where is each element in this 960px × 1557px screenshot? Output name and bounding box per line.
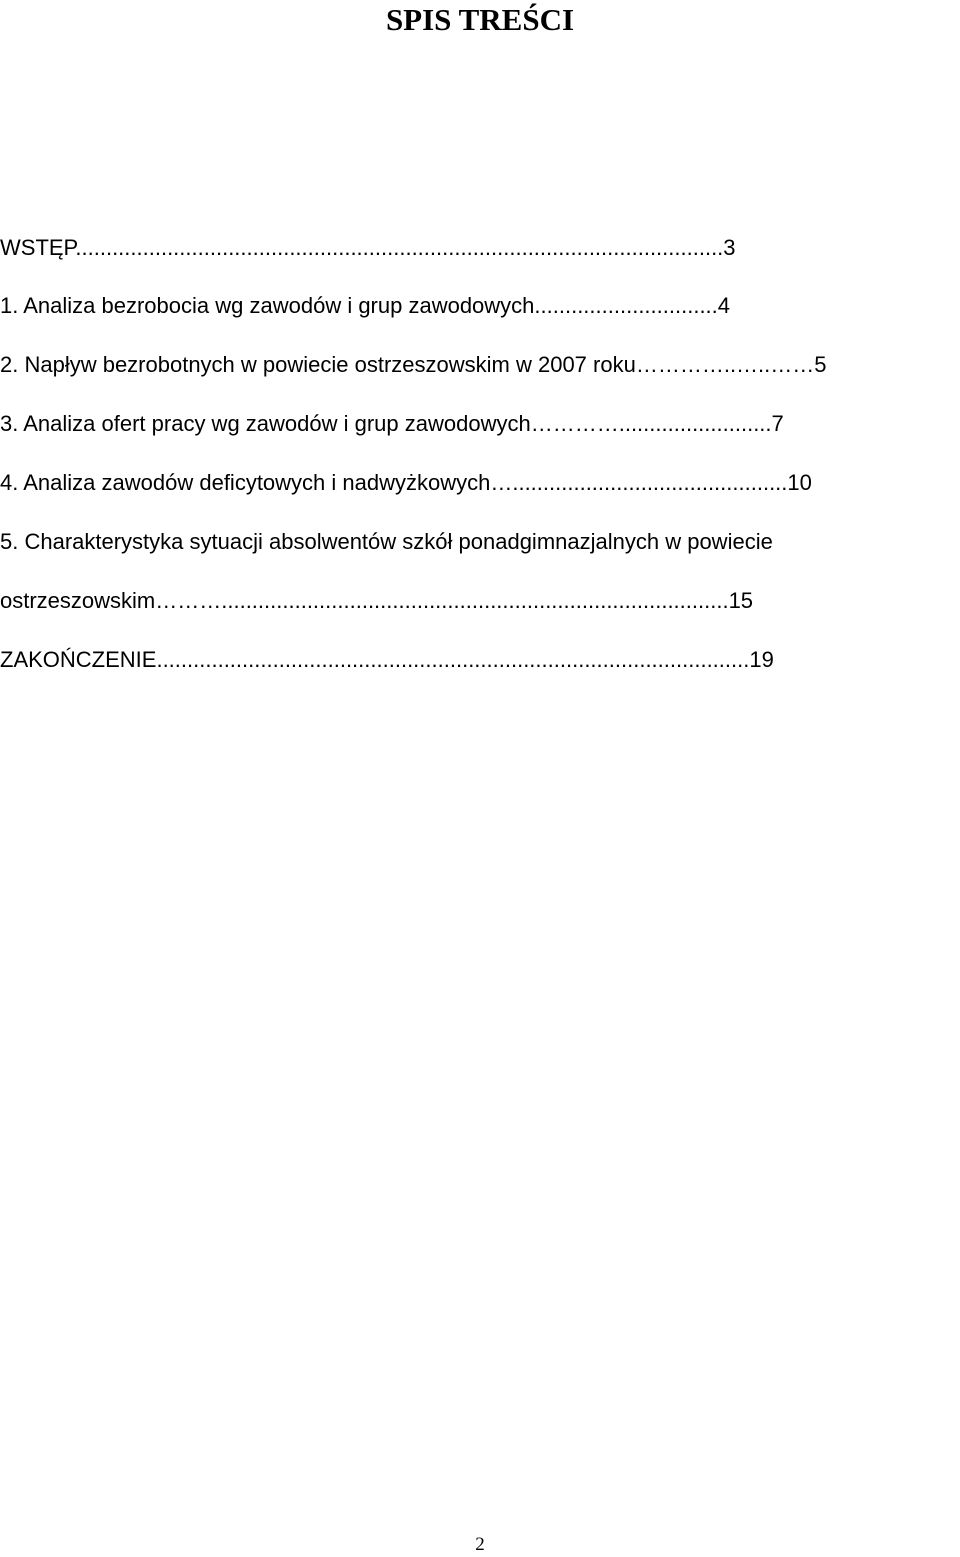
toc-entry-text: ZAKOŃCZENIE.................................................................................................19: [0, 647, 774, 672]
toc-entry-3[interactable]: [0, 406, 784, 442]
toc-entry-5[interactable]: [0, 524, 773, 560]
toc-entry-text: 1. Analiza bezrobocia wg zawodów i grup zawodowych..............................4: [0, 293, 731, 318]
toc-entry-text: ostrzeszowskim………...................................................................................15: [0, 588, 754, 613]
toc-entry-text: 4. Analiza zawodów deficytowych i nadwyżkowych….............................................10: [0, 470, 812, 495]
toc-entry-introduction[interactable]: [0, 230, 736, 266]
toc-entry-text: WSTĘP..........................................................................................................3: [0, 235, 736, 260]
page-title: SPIS TREŚCI: [385, 2, 575, 37]
toc-entry-4[interactable]: [0, 465, 812, 501]
toc-entry-text: 2. Napływ bezrobotnych w powiecie ostrzeszowskim w 2007 roku…………..…..……5: [0, 352, 827, 377]
toc-entry-text: 5. Charakterystyka sytuacji absolwentów szkół ponadgimnazjalnych w powiecie: [0, 529, 773, 554]
page-number: 2: [475, 1534, 485, 1555]
toc-entry-conclusion[interactable]: [0, 642, 774, 678]
toc-entry-1[interactable]: [0, 288, 730, 324]
toc-entry-2[interactable]: [0, 347, 827, 383]
toc-entry-text: 3. Analiza ofert pracy wg zawodów i grup zawodowych………….........................7: [0, 411, 784, 436]
toc-entry-5-continued[interactable]: [0, 583, 753, 619]
